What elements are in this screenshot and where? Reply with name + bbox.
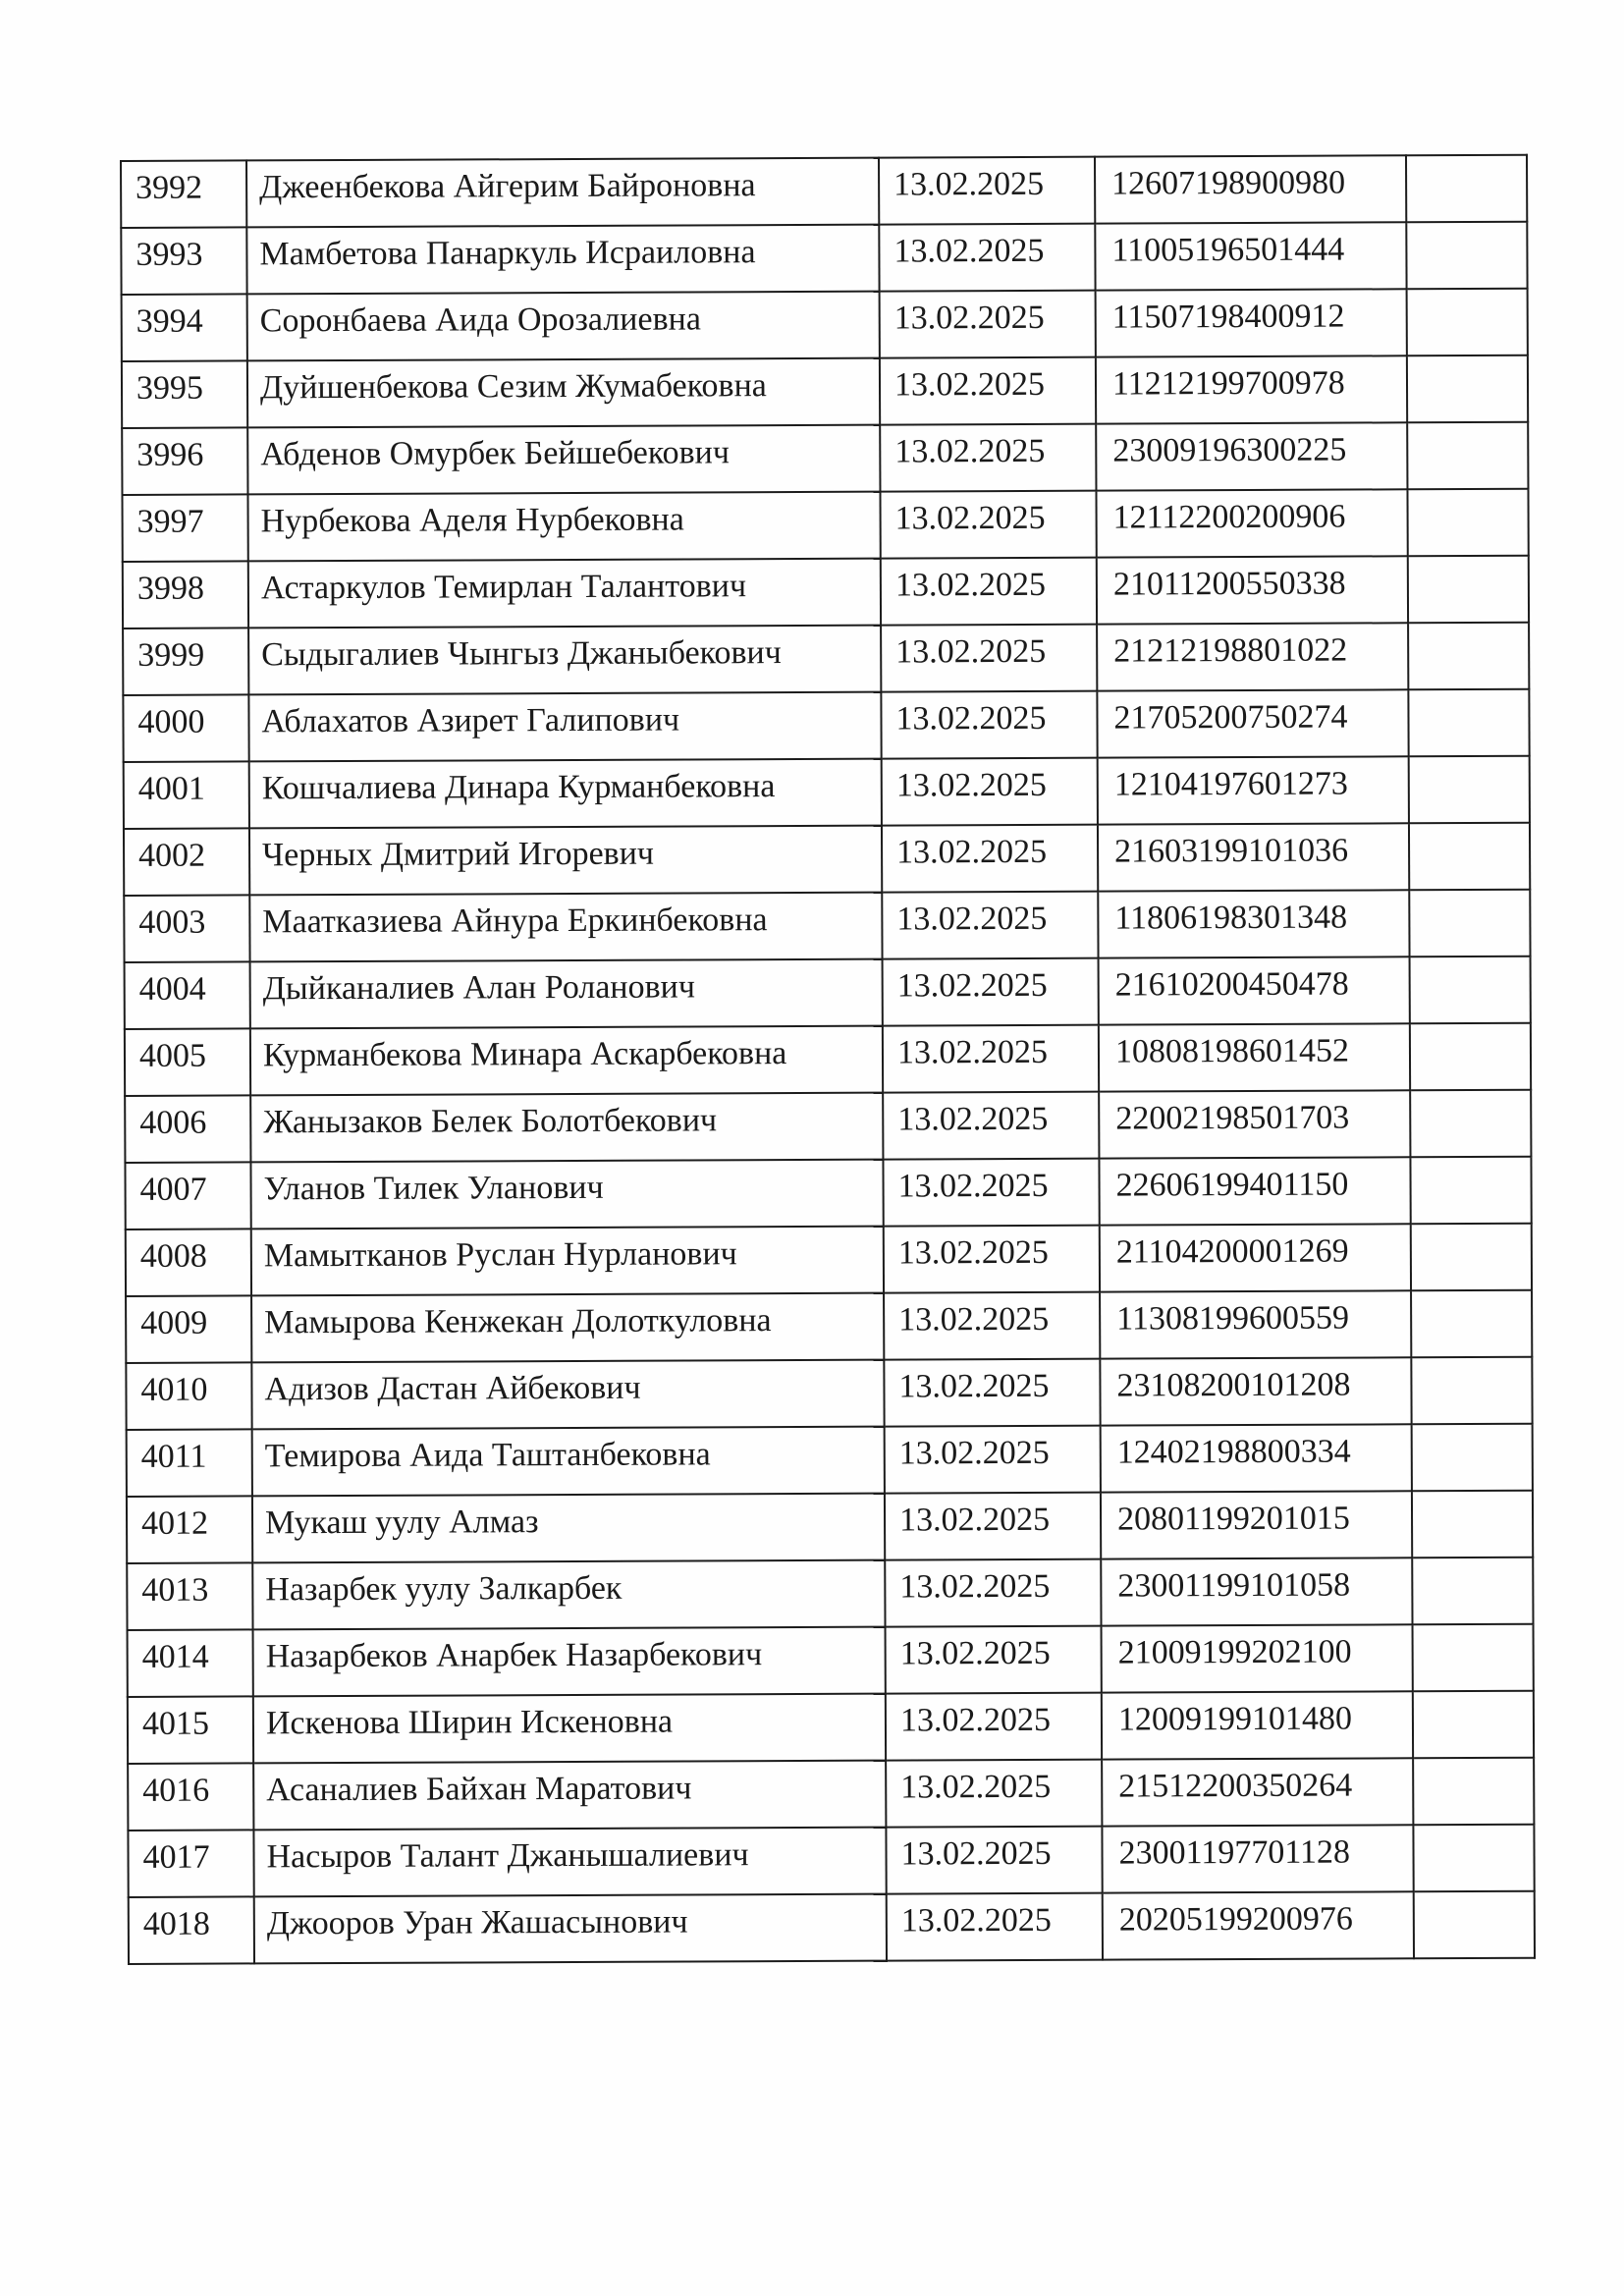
row-number: 4011 [127,1429,252,1497]
personal-id-number: 23108200101208 [1100,1357,1411,1425]
date: 13.02.2025 [886,1626,1102,1694]
note-cell [1412,1491,1533,1558]
row-number: 4007 [125,1162,250,1230]
table-row [124,890,1530,962]
row-number: 4016 [128,1763,253,1831]
full-name: Кошчалиева Динара Курманбековна [249,759,882,829]
row-number: 4017 [128,1830,253,1897]
table-row [122,289,1528,361]
table-row [123,556,1529,629]
date: 13.02.2025 [886,1693,1102,1761]
personal-id-number: 23009196300225 [1096,422,1407,490]
row-number: 4004 [125,961,250,1029]
table-row [129,1891,1535,1964]
note-cell [1407,289,1528,356]
note-cell [1406,155,1527,223]
table-row [128,1691,1534,1764]
table-row [127,1558,1533,1630]
row-number: 4012 [127,1496,252,1563]
row-number: 4001 [124,761,249,829]
table-row [127,1424,1533,1497]
row-number: 3993 [121,227,246,295]
personal-id-number: 12104197601273 [1098,756,1409,824]
note-cell [1413,1758,1534,1826]
note-cell [1410,957,1531,1024]
full-name: Мукаш уулу Алмаз [252,1494,885,1563]
table-row [122,422,1528,495]
personal-id-number: 11308199600559 [1100,1290,1411,1358]
full-name: Мамбетова Панаркуль Исраиловна [246,225,879,295]
date: 13.02.2025 [882,892,1098,959]
personal-id-number: 21512200350264 [1102,1758,1413,1826]
table-row [127,1491,1533,1563]
personal-id-number: 23001197701128 [1102,1825,1413,1892]
date: 13.02.2025 [886,1827,1102,1894]
note-cell [1410,1157,1531,1225]
personal-id-number: 21705200750274 [1097,689,1408,757]
note-cell [1412,1558,1533,1625]
date: 13.02.2025 [879,224,1095,292]
row-number: 3997 [122,494,247,562]
date: 13.02.2025 [884,1359,1100,1427]
full-name: Нурбекова Аделя Нурбековна [247,492,880,562]
full-name: Жанызаков Белек Болотбекович [250,1093,883,1163]
table-row [122,489,1528,562]
full-name: Джеенбекова Айгерим Байроновна [246,158,879,228]
date: 13.02.2025 [879,157,1095,225]
personal-id-number: 21011200550338 [1097,556,1408,624]
row-number: 3994 [122,294,247,361]
full-name: Курманбекова Минара Аскарбековна [250,1026,883,1096]
full-name: Мамытканов Руслан Нурланович [251,1227,884,1296]
date: 13.02.2025 [882,825,1098,893]
personal-id-number: 12009199101480 [1102,1691,1413,1759]
personal-id-number: 23001199101058 [1101,1558,1412,1625]
note-cell [1410,1023,1531,1091]
note-cell [1411,1290,1532,1358]
date: 13.02.2025 [881,625,1097,692]
table-row [123,689,1529,762]
note-cell [1413,1825,1534,1892]
note-cell [1411,1357,1532,1425]
table-row [124,823,1530,896]
date: 13.02.2025 [884,1292,1100,1360]
row-number: 4000 [123,694,248,762]
full-name: Астаркулов Темирлан Талантович [248,559,881,629]
note-cell [1409,756,1530,824]
date: 13.02.2025 [883,958,1099,1026]
table-row [121,222,1527,295]
row-number: 4015 [128,1696,253,1764]
row-number: 3998 [123,561,248,629]
row-number: 4002 [124,828,249,896]
table-row [128,1825,1534,1897]
table-row [128,1624,1534,1697]
full-name: Уланов Тилек Уланович [250,1160,883,1230]
note-cell [1411,1224,1532,1291]
row-number: 3999 [123,628,248,695]
personal-id-number: 21212198801022 [1097,623,1408,690]
note-cell [1412,1424,1533,1492]
note-cell [1413,1691,1534,1759]
date: 13.02.2025 [886,1760,1102,1828]
row-number: 4009 [126,1295,251,1363]
personal-id-number: 11806198301348 [1098,890,1409,957]
note-cell [1413,1624,1534,1692]
full-name: Искенова Ширин Искеновна [253,1694,886,1764]
date: 13.02.2025 [880,357,1096,425]
personal-id-number: 21610200450478 [1099,957,1410,1024]
table-row [125,1090,1531,1163]
row-number: 3996 [122,427,247,495]
personal-id-number: 12607198900980 [1095,155,1406,223]
row-number: 3995 [122,360,247,428]
table-row [126,1357,1532,1430]
full-name: Дуйшенбекова Сезим Жумабековна [247,358,880,428]
note-cell [1408,556,1529,624]
date: 13.02.2025 [881,691,1097,759]
table-row [125,1023,1531,1096]
full-name: Джооров Уран Жашасынович [254,1894,887,1964]
full-name: Черных Дмитрий Игоревич [249,826,882,896]
note-cell [1407,489,1528,557]
row-number: 4005 [125,1028,250,1096]
table-row [126,1224,1532,1296]
row-number: 3992 [121,160,246,228]
table-row [126,1290,1532,1363]
row-number: 4008 [126,1229,251,1296]
table-row [122,355,1528,428]
personal-id-number: 12402198800334 [1101,1424,1412,1492]
date: 13.02.2025 [882,758,1098,826]
date: 13.02.2025 [883,1159,1099,1227]
date: 13.02.2025 [881,558,1097,626]
full-name: Сыдыгалиев Чынгыз Джаныбекович [248,626,881,695]
full-name: Соронбаева Аида Орозалиевна [247,292,880,361]
note-cell [1407,355,1528,423]
date: 13.02.2025 [883,1025,1099,1093]
note-cell [1408,623,1529,690]
date: 13.02.2025 [887,1893,1103,1961]
personal-id-number: 20801199201015 [1101,1491,1412,1558]
full-name: Назарбеков Анарбек Назарбекович [253,1627,886,1697]
table-row [124,756,1530,829]
note-cell [1409,823,1530,891]
note-cell [1410,1090,1531,1158]
note-cell [1407,422,1528,490]
note-cell [1414,1891,1535,1959]
personal-id-number: 21104200001269 [1100,1224,1411,1291]
date: 13.02.2025 [884,1226,1100,1293]
table-body [121,155,1535,1964]
personal-id-number: 20205199200976 [1103,1891,1414,1959]
date: 13.02.2025 [885,1493,1101,1560]
note-cell [1406,222,1527,290]
full-name: Асаналиев Байхан Маратович [253,1761,886,1831]
full-name: Темирова Аида Таштанбековна [252,1427,885,1497]
date: 13.02.2025 [880,491,1096,559]
table-row [125,1157,1531,1230]
full-name: Адизов Дастан Айбекович [251,1360,884,1430]
date: 13.02.2025 [885,1426,1101,1494]
row-number: 4013 [127,1562,252,1630]
personal-id-number: 11212199700978 [1096,355,1407,423]
personal-id-number: 22002198501703 [1099,1090,1410,1158]
row-number: 4014 [128,1629,253,1697]
table-row [128,1758,1534,1831]
personal-id-number: 21009199202100 [1102,1624,1413,1692]
full-name: Мааткaзиева Айнура Еркинбековна [249,893,882,962]
full-name: Мамырова Кенжекан Долоткуловна [251,1293,884,1363]
personal-id-number: 11507198400912 [1096,289,1407,356]
date: 13.02.2025 [880,424,1096,492]
row-number: 4010 [126,1362,251,1430]
full-name: Абденов Омурбек Бейшебекович [247,425,880,495]
personal-id-number: 22606199401150 [1099,1157,1410,1225]
table-row [121,155,1527,228]
row-number: 4003 [124,895,249,962]
date: 13.02.2025 [880,291,1096,358]
note-cell [1408,689,1529,757]
personal-id-number: 12112200200906 [1096,489,1407,557]
table-row [125,957,1531,1029]
date: 13.02.2025 [885,1559,1101,1627]
table-row [123,623,1529,695]
personal-id-number: 10808198601452 [1099,1023,1410,1091]
personal-id-number: 21603199101036 [1098,823,1409,891]
full-name: Назарбек уулу Залкарбек [252,1560,885,1630]
row-number: 4018 [129,1896,254,1964]
date: 13.02.2025 [883,1092,1099,1160]
registry-table [120,154,1536,1965]
personal-id-number: 11005196501444 [1095,222,1406,290]
row-number: 4006 [125,1095,250,1163]
full-name: Насыров Талант Джанышалиевич [253,1828,886,1897]
full-name: Дыйканалиев Алан Роланович [250,959,883,1029]
full-name: Аблахатов Азирет Галипович [248,692,881,762]
note-cell [1409,890,1530,957]
